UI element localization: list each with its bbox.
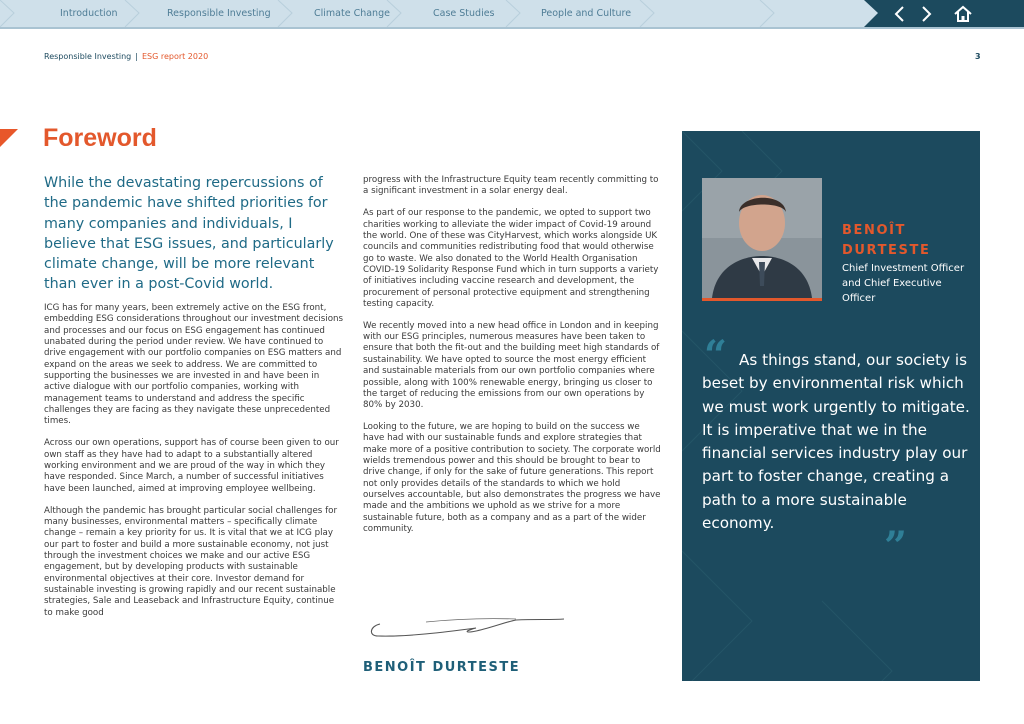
profile-last-name: DURTESTE xyxy=(842,243,931,258)
page-nav-controls xyxy=(864,0,1024,27)
body-column-1 xyxy=(44,303,344,629)
body-paragraph: progress with the Infrastructure Equity team recently committing to a significant investment in a solar energy deal. xyxy=(363,175,659,197)
page-title: Foreword xyxy=(43,124,157,152)
body-paragraph: Looking to the future, we are hoping to build on the success we have had with our sustainable funds and explore strategies that make more of a positive contribution to society. The corporate world wields tremendous power and this should be brought to bear to drive change, if only for the sake of future generations. This report not only provides details of the standards to which we hold ourselves accountable, but also demonstrates the progress we have made and the ambitions we uphold as we strive for a more sustainable future, both as a company and as a part of the wider community. xyxy=(363,422,661,535)
portrait-placeholder xyxy=(702,178,822,298)
body-column-2 xyxy=(363,175,663,546)
previous-page-button[interactable] xyxy=(888,2,912,26)
profile-name xyxy=(842,221,972,261)
breadcrumb-section[interactable]: Responsible Investing xyxy=(44,52,132,61)
next-page-button[interactable] xyxy=(914,2,938,26)
home-icon xyxy=(951,2,975,26)
chevron-right-icon xyxy=(914,2,938,26)
profile-quote-panel xyxy=(682,131,980,681)
running-header xyxy=(44,52,208,61)
nav-tab-introduction[interactable]: Introduction xyxy=(60,8,118,19)
breadcrumb-separator: | xyxy=(135,52,138,61)
body-paragraph: ICG has for many years, been extremely active on the ESG front, embedding ESG considerations throughout our investment decisions and processes and our focus on ESG engagement has continued unabated during the period under review. We have continued to drive engagement with our portfolio companies on ESG matters and expand on the areas we seek to address. We are committed to supporting the businesses we are invested in and have been in active dialogue with our portfolio companies, working with management teams to understand and address the specific challenges they are facing as they navigate these unprecedented times. xyxy=(44,303,344,427)
breadcrumb-report: ESG report 2020 xyxy=(141,52,209,61)
body-paragraph: Across our own operations, support has of course been given to our own staff as they have had to adapt to a substantially altered working environment and we are proud of the way in which they have responded. Since March, a number of successful initiatives have been launched, aimed at improving employee wellbeing. xyxy=(44,438,339,494)
pull-quote: As things stand, our society is beset by environmental risk which we must work urgently to mitigate. It is imperative that we in the financial services industry play our part to foster change, creating a path to a more sustainable economy. xyxy=(702,351,970,533)
nav-tab-responsible-investing[interactable]: Responsible Investing xyxy=(167,8,271,19)
signature-name: BENOÎT DURTESTE xyxy=(363,660,521,675)
profile-role: Chief Investment Officer and Chief Executive Officer xyxy=(842,263,965,304)
profile-first-name: BENOÎT xyxy=(842,223,907,238)
nav-tab-people-and-culture[interactable]: People and Culture xyxy=(541,8,632,19)
section-marker-triangle xyxy=(0,129,18,147)
nav-tab-climate-change[interactable]: Climate Change xyxy=(314,8,390,19)
quote-close-mark: ” xyxy=(884,523,908,570)
page-number: 3 xyxy=(975,52,981,61)
body-paragraph: As part of our response to the pandemic, we opted to support two charities working to alleviate the wider impact of Covid-19 around the world. One of these was CityHarvest, which works alongside UK councils and communities redistributing food that would otherwise go to waste. We also donated to the World Health Organisation COVID-19 Solidarity Response Fund which in turn supports a variety of initiatives including vaccine research and development, the procurement of personal protective equipment and strengthening testing capacity. xyxy=(363,208,659,309)
body-paragraph: Although the pandemic has brought particular social challenges for many businesses, environmental matters – specifically climate change – remain a key priority for us. It is vital that we at ICG play our part to foster and build a more sustainable economy, not just through the investment choices we make and our active ESG engagement, but by developing products with sustainable environmental objectives at their core. Investor demand for sustainable investing is growing rapidly and our recent sustainable strategies, Sale and Leaseback and Infrastructure Equity, continue to make good xyxy=(44,505,338,618)
body-paragraph: We recently moved into a new head office in London and in keeping with our ESG principles, numerous measures have been taken to ensure that both the fit-out and the building meet high standards of sustainability. We have opted to source the most energy efficient and sustainable materials from our own portfolio companies where possible, along with 100% renewable energy, bringing us closer to the target of reducing the emissions from our own operations by 80% by 2030. xyxy=(363,320,660,411)
nav-tab-case-studies[interactable]: Case Studies xyxy=(433,8,495,19)
handwritten-signature xyxy=(366,614,566,642)
quote-open-mark: “ xyxy=(704,332,728,379)
portrait-photo xyxy=(702,178,822,301)
top-navigation-bar xyxy=(0,0,1024,29)
chevron-left-icon xyxy=(888,2,912,26)
lead-paragraph: While the devastating repercussions of the pandemic have shifted priorities for many companies and individuals, I believe that ESG issues, and particularly climate change, will be more relevant than ever in a post-Covid world. xyxy=(44,175,334,293)
home-button[interactable] xyxy=(951,2,975,26)
